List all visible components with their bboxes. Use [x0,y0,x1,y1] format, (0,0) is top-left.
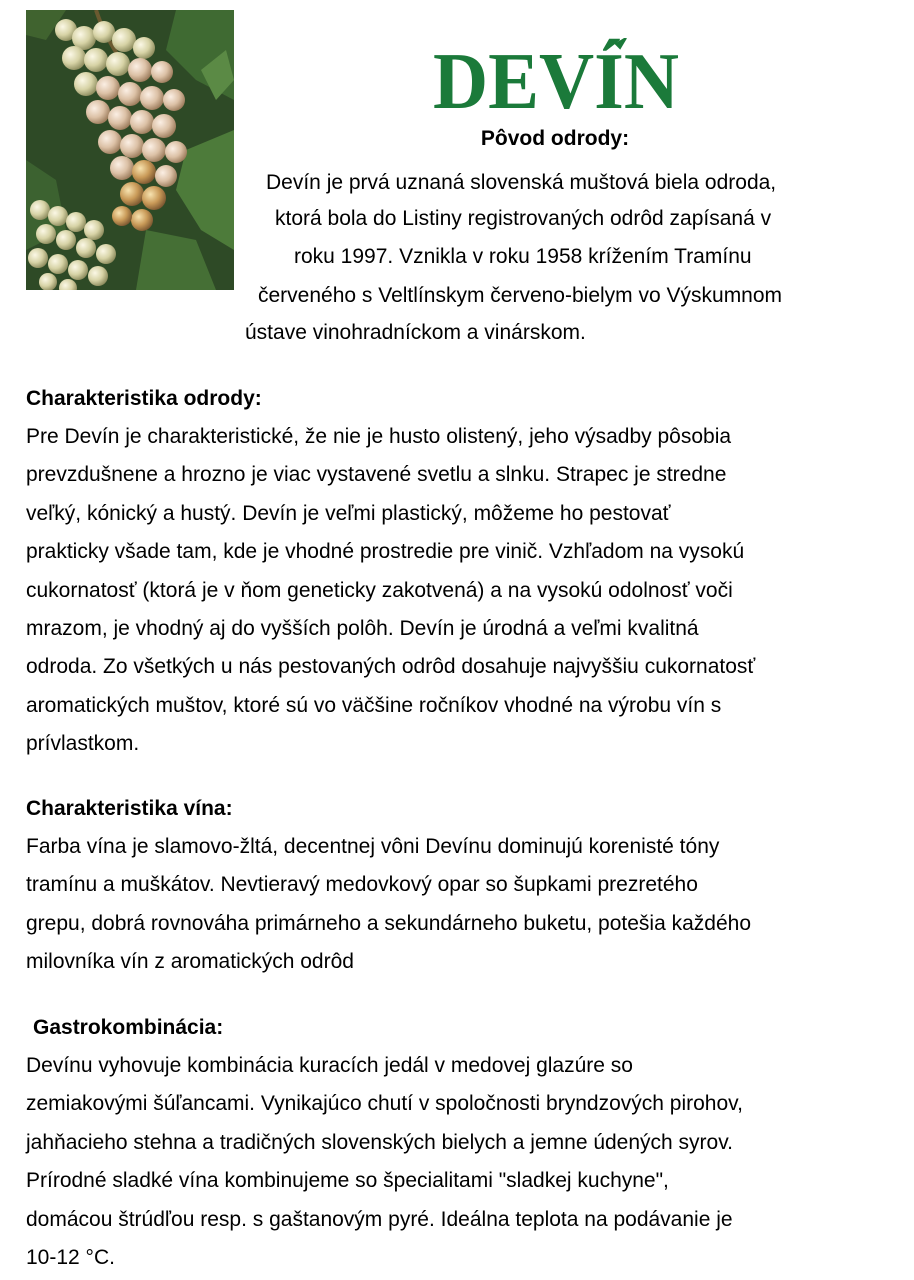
page-title [430,38,682,114]
variety-line: prakticky všade tam, kde je vhodné prostredie pre vinič. Vzhľadom na vysokú [26,540,745,564]
variety-line: veľký, kónický a hustý. Devín je veľmi plastický, môžeme ho pestovať [26,501,671,525]
wine-line: tramínu a muškátov. Nevtieravý medovkový opar so šupkami prezretého [26,873,698,897]
gastro-line: Devínu vyhovuje kombinácia kuracích jedál v medovej glazúre so [26,1054,633,1077]
origin-line-1: Devín je prvá uznaná slovenská muštová biela odroda, [266,171,777,194]
origin-line-5: ústave vinohradníckom a vinárskom. [245,321,586,344]
wine-line: Farba vína je slamovo-žltá, decentnej vôni Devínu dominujú korenisté tóny [26,835,720,858]
gastro-line: jahňacieho stehna a tradičných slovenských bielych a jemne údených syrov. [26,1130,734,1154]
variety-line: prívlastkom. [26,732,140,756]
wine-line: milovníka vín z aromatických odrôd [26,950,354,974]
variety-line: cukornatosť (ktorá je v ňom geneticky zakotvená) a na vysokú odolnosť voči [26,578,733,602]
variety-line: odroda. Zo všetkých u nás pestovaných odrôd dosahuje najvyššiu cukornatosť [26,655,756,679]
variety-heading: Charakteristika odrody: [26,387,262,410]
gastro-line: zemiakovými šúľancami. Vynikajúco chutí v spoločnosti bryndzových pirohov, [26,1092,743,1116]
origin-line-2: ktorá bola do Listiny registrovaných odrôd zapísaná v [275,207,772,230]
wine-line: grepu, dobrá rovnováha primárneho a sekundárneho buketu, potešia každého [26,911,752,935]
variety-line: mrazom, je vhodný aj do vyšších polôh. Devín je úrodná a veľmi kvalitná [26,617,699,641]
origin-line-3: roku 1997. Vznikla v roku 1958 krížením Tramínu [294,245,752,268]
origin-heading: Pôvod odrody: [480,127,630,150]
gastro-line: 10-12 °C. [26,1246,115,1270]
variety-line: aromatických muštov, ktoré sú vo väčšine ročníkov vhodné na výrobu vín s [26,693,722,717]
wine-paragraph [26,828,896,982]
gastro-line: domácou štrúdľou resp. s gaštanovým pyré. Ideálna teplota na podávanie je [26,1207,733,1231]
variety-paragraph [26,418,896,764]
title-text: DEVÍN [433,38,679,114]
grape-cluster-photo [26,10,234,290]
variety-line: Pre Devín je charakteristické, že nie je husto olistený, jeho výsadby pôsobia [26,425,732,448]
wine-heading: Charakteristika vína: [26,797,233,820]
gastro-heading: Gastrokombinácia: [33,1016,224,1039]
origin-line-4: červeného s Veltlínskym červeno-bielym vo Výskumnom [258,284,783,307]
variety-line: prevzdušnene a hrozno je viac vystavené svetlu a slnku. Strapec je stredne [26,463,727,487]
gastro-line: Prírodné sladké vína kombinujeme so špecialitami "sladkej kuchyne", [26,1169,669,1193]
gastro-paragraph [26,1047,896,1277]
